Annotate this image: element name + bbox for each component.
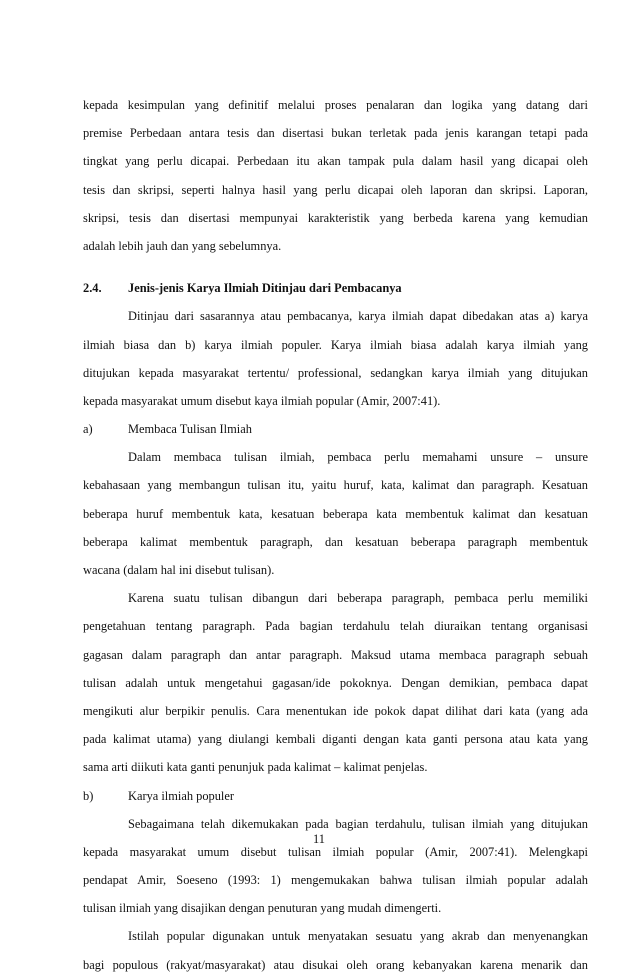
section-gap — [83, 260, 588, 274]
section-title: Jenis-jenis Karya Ilmiah Ditinjau dari Pembacanya — [128, 281, 402, 296]
paragraph-3 — [83, 443, 588, 584]
text-line: Ditinjau dari sasarannya atau pembacanya, karya ilmiah dapat dibedakan atas a) karya — [128, 309, 588, 324]
text-line: pengetahuan tentang paragraph. Pada bagian terdahulu telah diuraikan tentang organisasi — [83, 619, 588, 634]
text-line: Dalam membaca tulisan ilmiah, pembaca perlu memahami unsure – unsure — [128, 450, 588, 465]
text-line: kepada masyarakat umum disebut kaya ilmiah popular (Amir, 2007:41). — [83, 393, 441, 408]
text-line: tesis dan skripsi, seperti halnya hasil yang perlu dicapai oleh laporan dan skripsi. Laporan, — [83, 182, 588, 197]
text-line: kepada kesimpulan yang definitif melalui proses penalaran dan logika yang datang dari — [83, 98, 588, 112]
text-line: kepada masyarakat umum disebut tulisan ilmiah popular (Amir, 2007:41). Melengkapi — [83, 844, 588, 859]
text-line: Istilah popular digunakan untuk menyatakan sesuatu yang akrab dan menyenangkan — [128, 929, 588, 944]
text-line: tingkat yang perlu dicapai. Perbedaan itu akan tampak pula dalam hasil yang dicapai oleh — [83, 154, 588, 169]
list-marker: a) — [83, 422, 93, 437]
text-line: adalah lebih jauh dan yang sebelumnya. — [83, 238, 282, 253]
text-line: beberapa kalimat membentuk paragraph, dan kesatuan beberapa paragraph membentuk — [83, 534, 588, 549]
text-line: mengikuti alur berpikir penulis. Cara menentukan ide pokok dapat dilihat dari kata (yang ada — [83, 703, 588, 718]
text-line: sama arti diikuti kata ganti penunjuk pada kalimat – kalimat penjelas. — [83, 760, 428, 775]
text-line: tulisan ilmiah yang disajikan dengan penuturan yang mudah dimengerti. — [83, 901, 442, 916]
text-line: skripsi, tesis dan disertasi mempunyai karakteristik yang berbeda karena yang kemudian — [83, 210, 588, 225]
text-line: ditujukan kepada masyarakat tertentu/ professional, sedangkan karya ilmiah yang ditujukan — [83, 365, 588, 380]
section-heading — [83, 274, 588, 302]
text-line: bagi populous (rakyat/masyarakat) atau disukai oleh orang kebanyakan karena menarik dan — [83, 957, 588, 972]
section-number: 2.4. — [83, 281, 102, 296]
list-item-a — [83, 415, 588, 443]
list-item-label: Karya ilmiah populer — [128, 788, 234, 803]
text-line: beberapa huruf membentuk kata, kesatuan beberapa kata membentuk kalimat dan kesatuan — [83, 506, 588, 521]
paragraph-6 — [83, 922, 588, 978]
text-line: gagasan dalam paragraph dan antar paragraph. Maksud utama membaca paragraph sebuah — [83, 647, 588, 662]
page-number: 11 — [313, 832, 325, 846]
list-item-b — [83, 782, 588, 810]
text-line: pendapat Amir, Soeseno (1993: 1) mengemukakan bahwa tulisan ilmiah popular adalah — [83, 873, 588, 888]
text-line: pada kalimat utama) yang diulangi kembali diganti dengan kata ganti persona atau kata yang — [83, 732, 588, 747]
text-line: kebahasaan yang membangun tulisan itu, yaitu huruf, kata, kalimat dan paragraph. Kesatuan — [83, 478, 588, 493]
text-line: ilmiah biasa dan b) karya ilmiah populer. Karya ilmiah biasa adalah karya ilmiah yang — [83, 337, 588, 352]
paragraph-5 — [83, 810, 588, 923]
paragraph-4 — [83, 584, 588, 781]
paragraph-2 — [83, 302, 588, 415]
list-marker: b) — [83, 788, 94, 803]
text-line: wacana (dalam hal ini disebut tulisan). — [83, 563, 275, 577]
text-line: Sebagaimana telah dikemukakan pada bagian terdahulu, tulisan ilmiah yang ditujukan — [128, 816, 588, 831]
text-line: premise Perbedaan antara tesis dan disertasi bukan terletak pada jenis karangan tetapi pada — [83, 126, 588, 141]
text-line: tulisan adalah untuk mengetahui gagasan/ide pokoknya. Dengan demikian, pembaca dapat — [83, 675, 588, 690]
list-item-label: Membaca Tulisan Ilmiah — [128, 422, 252, 437]
text-line: Karena suatu tulisan dibangun dari beberapa paragraph, pembaca perlu memiliki — [128, 591, 588, 606]
paragraph-1 — [83, 91, 588, 260]
